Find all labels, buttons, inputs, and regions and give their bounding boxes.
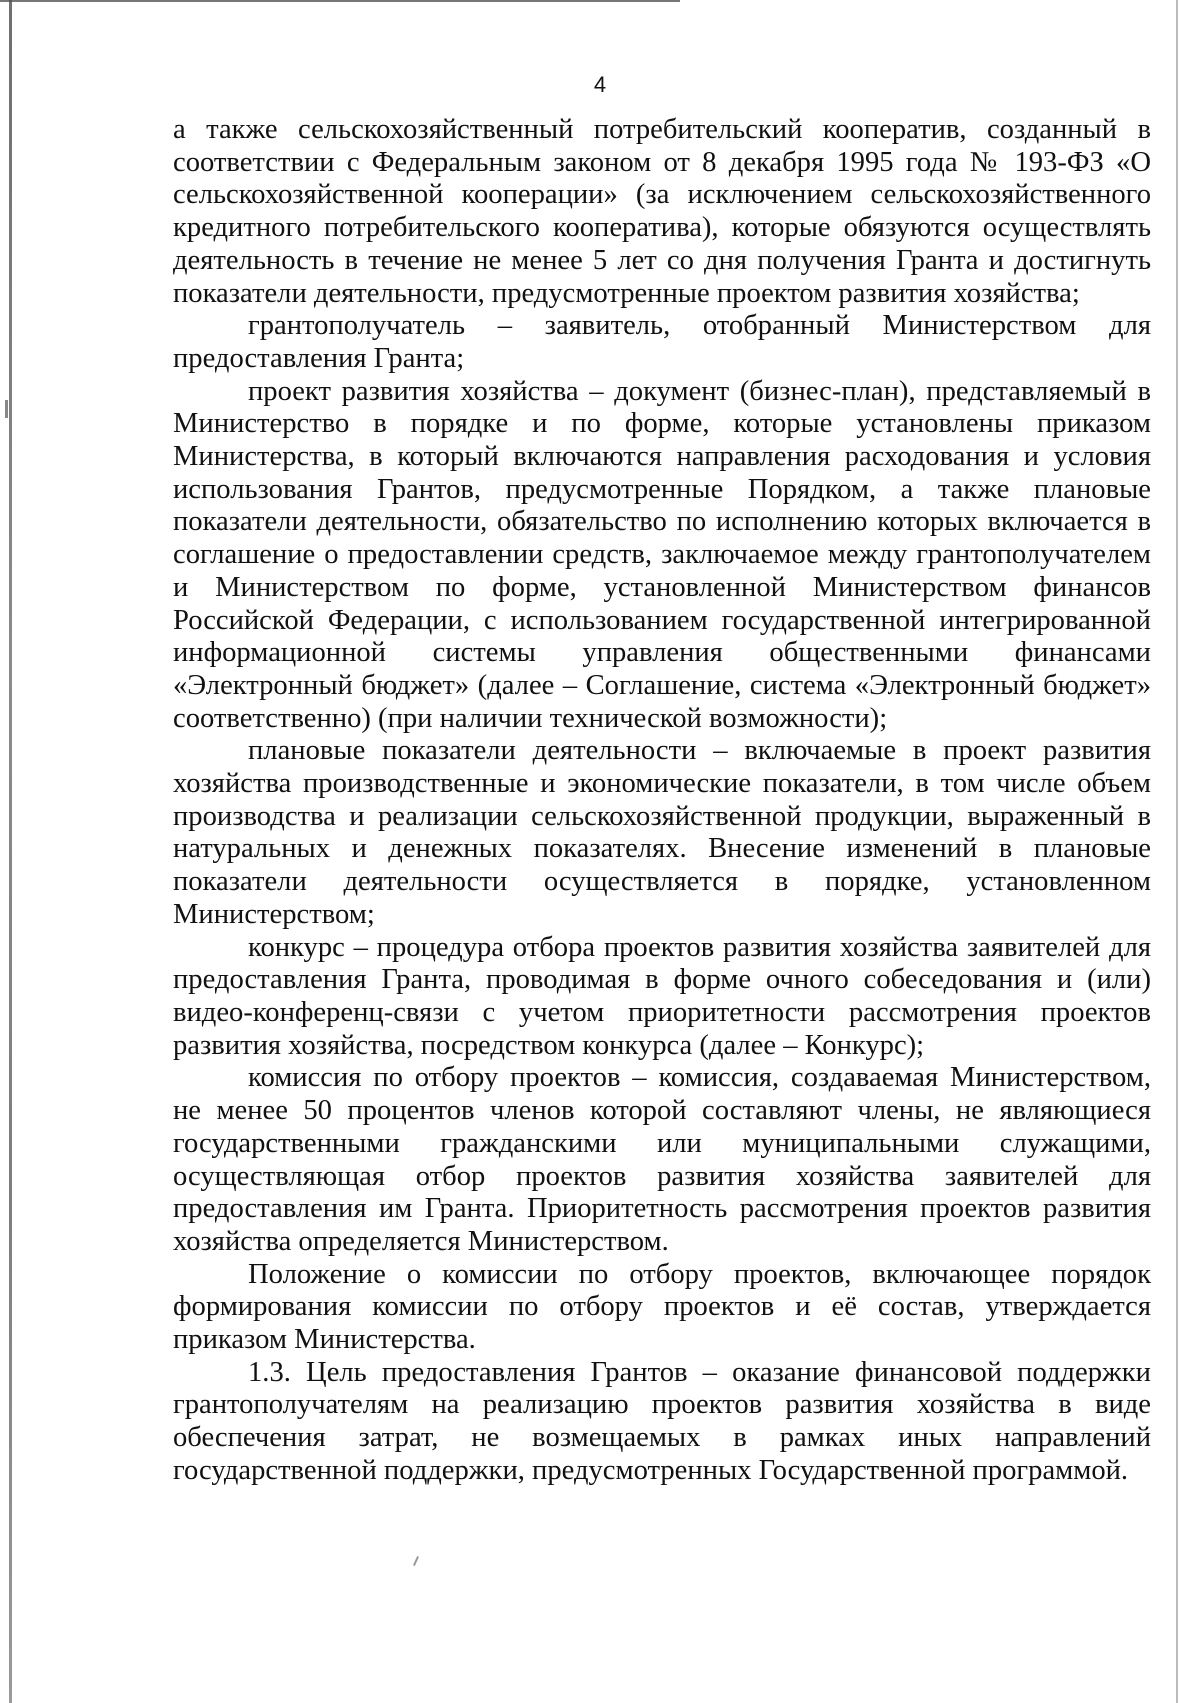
page-number: 4 [593, 72, 607, 97]
scan-speck [413, 1556, 419, 1566]
scan-mark [5, 400, 8, 418]
paragraph-development-project: проект развития хозяйства – документ (бизнес-план), представляемый в Министерство в порядке и по форме, которые установлены приказом Министерства, в который включаются направления расходования и условия использования Грантов, предусмотренные Порядком, а также плановые показатели деятельности, обязательство по исполнению которых включается в соглашение о предоставлении средств, заключаемое между грантополучателем и Министерством по форме, установленной Министерством финансов Российской Федерации, с использованием государственной интегрированной информационной системы управления общественными финансами «Электронный бюджет» (далее – Соглашение, система «Электронный бюджет» соответственно) (при наличии технической возможности); [173, 375, 1151, 734]
scan-edge-left [9, 0, 12, 1703]
paragraph-grant-recipient: грантополучатель – заявитель, отобранный Министерством для предоставления Гранта; [173, 310, 1151, 374]
paragraph-continuation: а также сельскохозяйственный потребительский кооператив, созданный в соответствии с Федеральным законом от 8 декабря 1995 года № 193-ФЗ «О сельскохозяйственной кооперации» (за исключением сельскохозяйственного кредитного потребительского кооператива), которые обязуются осуществлять деятельность в течение не менее 5 лет со дня получения Гранта и достигнуть показатели деятельности, предусмотренные проектом развития хозяйства; [173, 114, 1151, 309]
document-body [173, 114, 1151, 1488]
paragraph-grant-purpose: 1.3. Цель предоставления Грантов – оказание финансовой поддержки грантополучателям на реализацию проектов развития хозяйства в виде обеспечения затрат, не возмещаемых в рамках иных направлений государственной поддержки, предусмотренных Государственной программой. [173, 1356, 1151, 1486]
scan-edge-top [0, 0, 680, 2]
paragraph-commission-regulation: Положение о комиссии по отбору проектов, включающее порядок формирования комиссии по отбору проектов и её состав, утверждается приказом Министерства. [173, 1258, 1151, 1356]
paragraph-planned-indicators: плановые показатели деятельности – включаемые в проект развития хозяйства производственные и экономические показатели, в том числе объем производства и реализации сельскохозяйственной продукции, выраженный в натуральных и денежных показателях. Внесение изменений в плановые показатели деятельности осуществляется в порядке, установленном Министерством; [173, 735, 1151, 930]
paragraph-selection-commission: комиссия по отбору проектов – комиссия, создаваемая Министерством, не менее 50 процентов членов которой составляют члены, не являющиеся государственными гражданскими или муниципальными служащими, осуществляющая отбор проектов развития хозяйства заявителей для предоставления им Гранта. Приоритетность рассмотрения проектов развития хозяйства определяется Министерством. [173, 1062, 1151, 1257]
scan-edge-right [1176, 0, 1178, 1703]
paragraph-competition: конкурс – процедура отбора проектов развития хозяйства заявителей для предоставления Гранта, проводимая в форме очного собеседования и (или) видео-конференц-связи с учетом приоритетности рассмотрения проектов развития хозяйства, посредством конкурса (далее – Конкурс); [173, 931, 1151, 1061]
